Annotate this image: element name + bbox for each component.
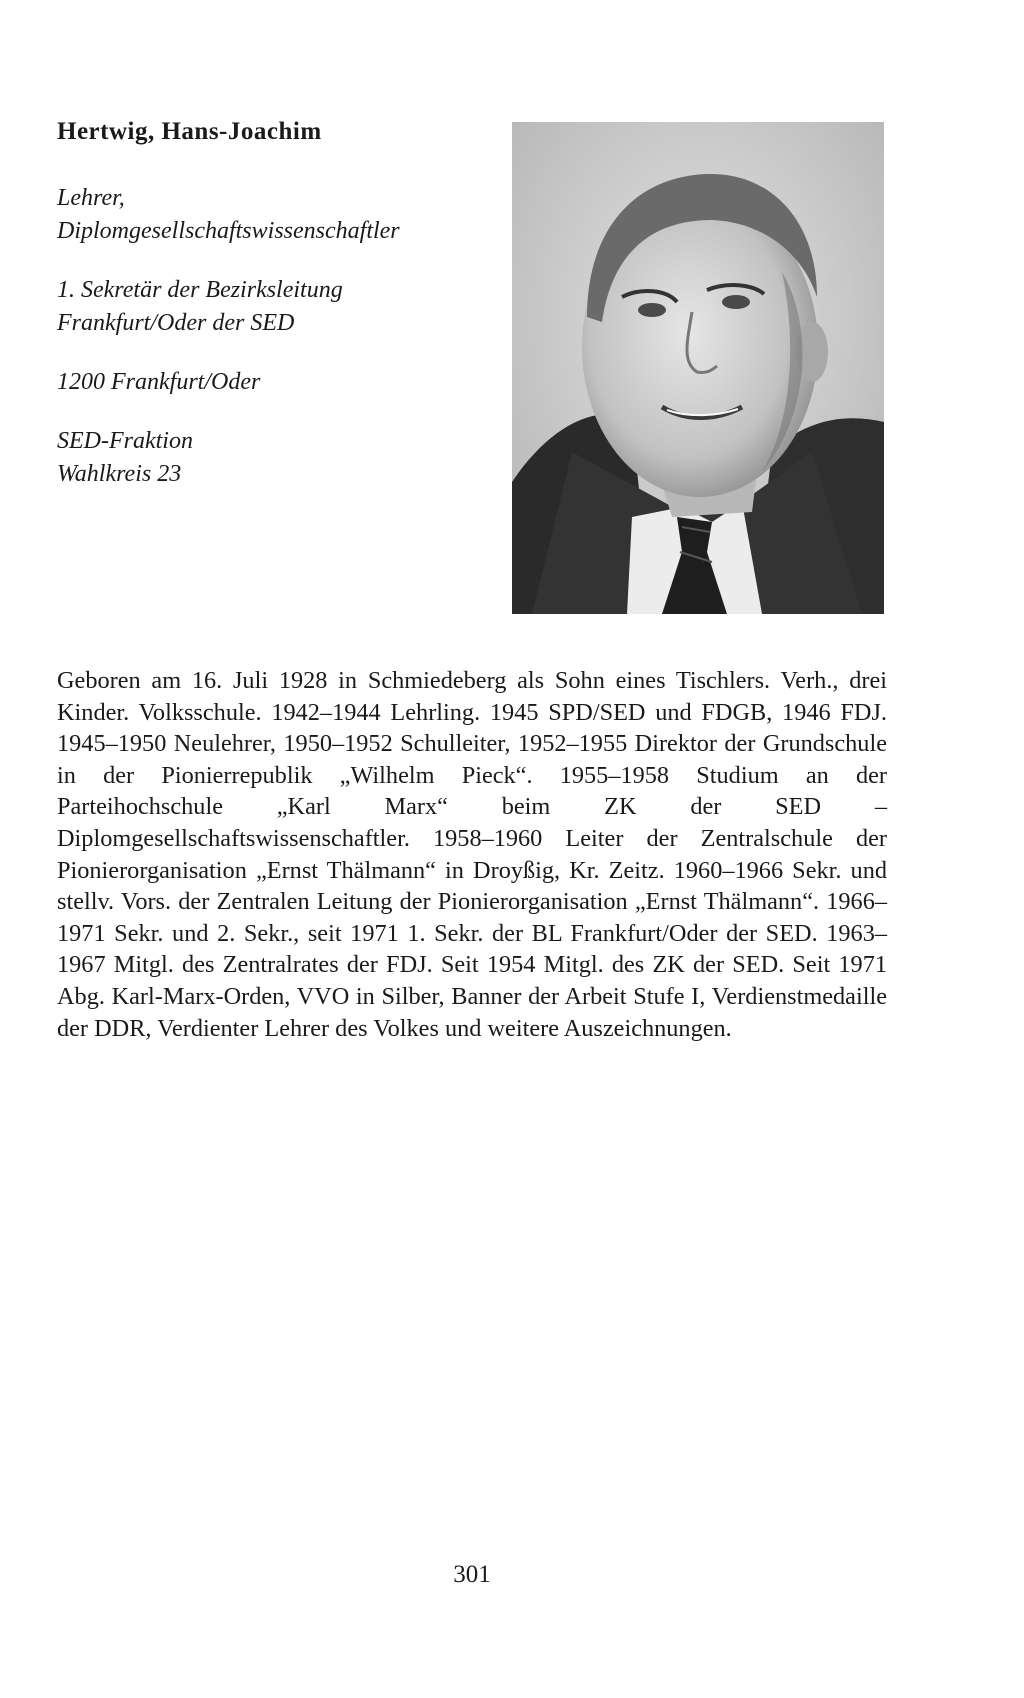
- page-number: 301: [453, 1561, 491, 1588]
- position-line-2: Frankfurt/Oder der SED: [57, 310, 295, 336]
- address: [57, 366, 497, 399]
- address-line: 1200 Frankfurt/Oder: [57, 369, 261, 395]
- faction-line-1: SED-Fraktion: [57, 428, 193, 454]
- position: [57, 274, 497, 340]
- position-line-1: 1. Sekretär der Bezirksleitung: [57, 277, 343, 303]
- faction-line-2: Wahlkreis 23: [57, 461, 182, 487]
- portrait-photo: [512, 122, 884, 614]
- person-details: [57, 182, 497, 517]
- biography-text: Geboren am 16. Juli 1928 in Schmiedeberg als Sohn eines Tischlers. Verh., drei Kinder. Volksschule. 1942–1944 Lehrling. 1945 SPD/SED und FDGB, 1946 FDJ. 1945–1950 Neulehrer, 1950–1952 Schulleiter, 1952–1955 Direktor der Grundschule in der Pionierrepublik „Wilhelm Pieck“. 1955–1958 Studium an der Parteihochschule „Karl Marx“ beim ZK der SED – Diplomgesellschaftswissenschaftler. 1958–1960 Leiter der Zentralschule der Pionierorganisation „Ernst Thälmann“ in Droyßig, Kr. Zeitz. 1960–1966 Sekr. und stellv. Vors. der Zentralen Leitung der Pionierorganisation „Ernst Thälmann“. 1966–1971 Sekr. und 2. Sekr., seit 1971 1. Sekr. der BL Frankfurt/Oder der SED. 1963–1967 Mitgl. des Zentralrates der FDJ. Seit 1954 Mitgl. des ZK der SED. Seit 1971 Abg. Karl-Marx-Orden, VVO in Silber, Banner der Arbeit Stufe I, Verdienstmedaille der DDR, Verdienter Lehrer des Volkes und weitere Auszeichnungen.: [57, 667, 887, 1042]
- portrait-photo-icon: [512, 122, 884, 614]
- occupation-line-1: Lehrer,: [57, 185, 125, 211]
- occupation-line-2: Diplomgesellschaftswissenschaftler: [57, 218, 400, 244]
- faction: [57, 425, 497, 491]
- occupation: [57, 182, 497, 248]
- person-name: Hertwig, Hans-Joachim: [57, 118, 322, 145]
